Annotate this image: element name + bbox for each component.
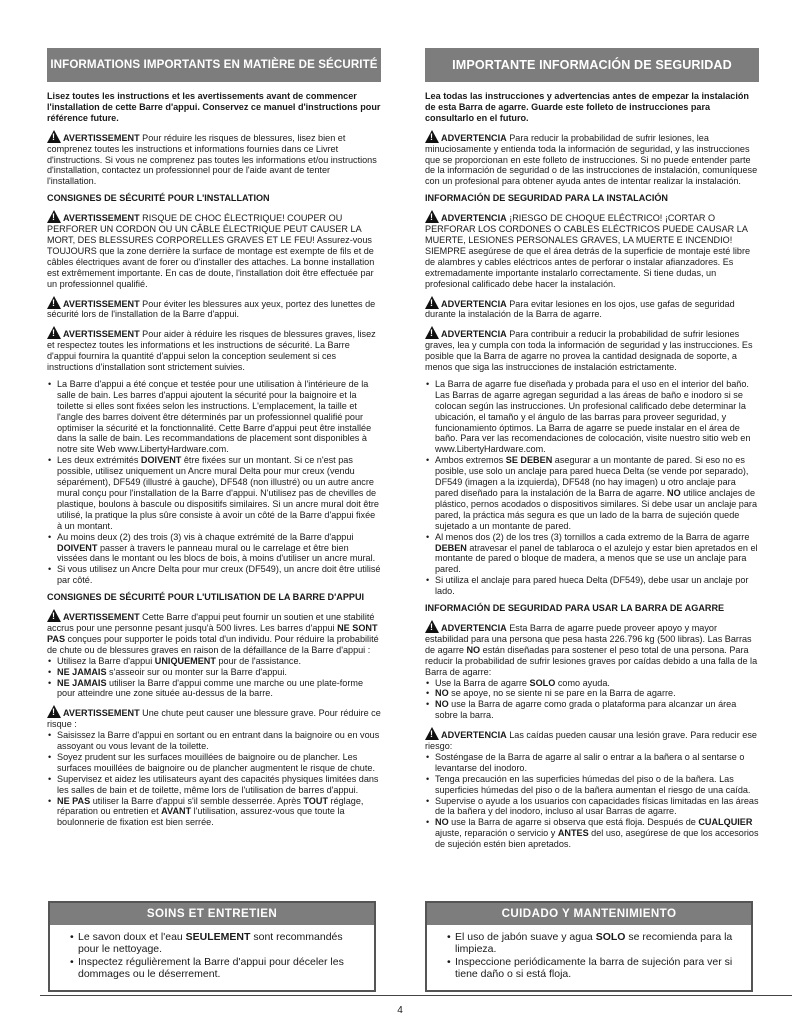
list-item: • Si vous utilisez un Ancre Delta pour mur creux (DF549), un ancre doit être utilisé par côté. bbox=[57, 564, 381, 586]
french-warning-2: !AVERTISSEMENT RISQUE DE CHOC ÉLECTRIQUE! COUPER OU PERFORER UN CORDON OU UN CÂBLE ÉLECTRIQUE PEUT CAUSER LA MORT, DES BLESSURES CORPORELLES GRAVES ET LE FEU! Assurez-vous TOUJOURS que la zone derrière la surface de montage est exempte de fils et de câbles électriques avant de forer ou d'installer des attaches. La bonne installation est extrêmement importante. En cas de doute, l'installation doit être effectuée par un professionnel qualifié. bbox=[47, 210, 381, 289]
warning-icon bbox=[425, 210, 439, 223]
warning-icon bbox=[47, 130, 61, 143]
french-warning-5: !AVERTISSEMENT Cette Barre d'appui peut fournir un soutien et une stabilité accrus pour une personne pesant jusqu'à 500 livres. Les barres d'appui NE SONT PAS conçues pour supporter le poids total d'un individu. Pour réduire la probabilité de chute ou de blessures graves en raison de la défaillance de la Barre d'appui : bbox=[47, 609, 381, 656]
warning-icon bbox=[425, 326, 439, 339]
spanish-warning-5: !ADVERTENCIA Esta Barra de agarre puede proveer apoyo y mayor estabilidad para una persona que pesa hasta 226.796 kg (500 libras). Las Barras de agarre NO están diseñadas para sostener el peso total de una persona. Para reducir la probabilidad de sufrir lesiones graves por caídas debido a una falla de la Barra de agarre: bbox=[425, 620, 759, 678]
french-warning-1: !AVERTISSEMENT Pour réduire les risques de blessures, lisez bien et comprenez toutes les instructions et informations fournies dans ce Livret d'instructions. Si vous ne comprenez pas toutes les informations et/ou instructions d'installation, contactez un professionnel pour de l'aide avant de tenter l'installation. bbox=[47, 130, 381, 188]
spanish-care-box bbox=[425, 901, 753, 992]
list-item: • La Barra de agarre fue diseñada y probada para el uso en el interior del baño. Las Barras de agarre agregan seguridad a las áreas de baño e inodoro si se colocan según las instrucciones. Un profesional calificado debe determinar la ubicación, el tamaño y el ángulo de las barras para proveer seguridad, y funcionamiento óptimos. La Barra de agarre se puede instalar en el área de baño. Para ver las recomendaciones de colocación, visite nuestro sitio web en www.LibertyHardware.com. bbox=[435, 379, 759, 455]
list-item: • Al menos dos (2) de los tres (3) tornillos a cada extremo de la Barra de agarre DEBEN atravesar el panel de tablaroca o el azulejo y estar bien apretados en el montante de pared o bloque de madera, a menos que se use un anclaje para pared. bbox=[435, 532, 759, 576]
spanish-warning-1: !ADVERTENCIA Para reducir la probabilidad de sufrir lesiones, lea minuciosamente y entienda toda la información de seguridad, y las instrucciones que se proporcionan en este folleto de instrucciones. Si no puede entender parte de la información de seguridad o de las instrucciones de instalación, comuníquese con un profesional para obtener ayuda antes de intentar realizar la instalación. bbox=[425, 130, 759, 188]
list-item: • La Barre d'appui a été conçue et testée pour une utilisation à l'intérieure de la salle de bain. Les barres d'appui ajoutent la sécurité pour la baignoire et la toilette si elles sont fixées selon les instructions. L'emplacement, la taille et l'angle des barres doivent être déterminés par un professionnel qualifié pour optimiser la sécurité et la fonctionnalité. Cette Barre d'appui peut être installée dans la salle de bain. Les recommandations de placement sont disponibles à notre site Web www.LibertyHardware.com. bbox=[57, 379, 381, 455]
list-item: • NO se apoye, no se siente ni se pare en la Barra de agarre. bbox=[435, 688, 759, 699]
list-item: • Inspeccione periódicamente la barra de sujeción para ver si tiene daño o si está floja. bbox=[447, 956, 741, 981]
french-install-heading: CONSIGNES DE SÉCURITÉ POUR L'INSTALLATION bbox=[47, 193, 270, 204]
warning-icon bbox=[47, 326, 61, 339]
french-column bbox=[47, 48, 381, 834]
spanish-fall-list bbox=[425, 752, 759, 850]
list-item: • Inspectez régulièrement la Barre d'appui pour déceler les dommages ou le déserrement. bbox=[70, 956, 364, 981]
french-warning-3: !AVERTISSEMENT Pour éviter les blessures aux yeux, portez des lunettes de sécurité lors de l'installation de la Barre d'appui. bbox=[47, 296, 381, 321]
list-item: • Ambos extremos SE DEBEN asegurar a un montante de pared. Si eso no es posible, use solo un anclaje para pared hueca Delta (se vende por separado), DF549 (imagen a la izquierda), DF548 (no hay imagen) u otro anclaje para pared diseñado para la instalación de la Barra de agarre. NO utilice anclajes de plástico, pernos acodados o dispositivos similares. Si debe usar un anclaje para pared, la práctica más segura es que un lado de la barra de sujeción quede sujetado a un montante de pared. bbox=[435, 455, 759, 531]
french-warning-4: !AVERTISSEMENT Pour aider à réduire les risques de blessures graves, lisez et respectez toutes les informations et les instructions de sécurité. La Barre d'appui fournira la quantité d'appui selon la conception seulement si ces instructions d'installation sont strictement suivies. bbox=[47, 326, 381, 373]
list-item: • Au moins deux (2) des trois (3) vis à chaque extrémité de la Barre d'appui DOIVENT passer à travers le panneau mural ou le carrelage et être bien vissées dans le montant ou les blocs de bois, à moins d'utiliser un ancre mural. bbox=[57, 532, 381, 565]
warning-icon bbox=[425, 130, 439, 143]
spanish-care-title: CUIDADO Y MANTENIMIENTO bbox=[427, 903, 751, 925]
spanish-warning-4: !ADVERTENCIA Para contribuir a reducir la probabilidad de sufrir lesiones graves, lea y cumpla con toda la información de seguridad y las instrucciones. Es posible que la Barra de agarre no provea la cantidad designada de soporte, a menos que siga las instrucciones de instalación estrictamente. bbox=[425, 326, 759, 373]
list-item: • Sosténgase de la Barra de agarre al salir o entrar a la bañera o al sentarse o levantarse del inodoro. bbox=[435, 752, 759, 774]
list-item: • Les deux extrémités DOIVENT être fixées sur un montant. Si ce n'est pas possible, utilisez uniquement un Ancre mural Delta pour mur creux (vendu séparément), DF549 (illustré à gauche), DF548 (non illustré) ou un autre ancre mural conçu pour l'installation de la Barre d'appui. N'utilisez pas de chevilles de plastique, boulons à bascule ou dispositifs similaires. Si un ancre mural doit être utilisé, la pratique la plus sûre consiste à avoir un côté de la Barre d'appui fixée à un montant. bbox=[57, 455, 381, 531]
list-item: • Le savon doux et l'eau SEULEMENT sont recommandés pour le nettoyage. bbox=[70, 931, 364, 956]
spanish-use-list bbox=[425, 678, 759, 722]
spanish-intro: Lea todas las instrucciones y advertencias antes de empezar la instalación de esta Barra de agarre. Guarde este folleto de instrucciones para consultarlo en el futuro. bbox=[425, 91, 749, 123]
spanish-warning-6: !ADVERTENCIA Las caídas pueden causar una lesión grave. Para reducir ese riesgo: bbox=[425, 727, 759, 752]
warning-icon bbox=[425, 727, 439, 740]
french-care-box bbox=[48, 901, 376, 992]
list-item: • NE PAS utiliser la Barre d'appui s'il semble desserrée. Après TOUT réglage, réparation ou entretien et AVANT l'utilisation, assurez-vous que toute la boulonnerie de fixation est bien serrée. bbox=[57, 796, 381, 829]
warning-icon bbox=[425, 620, 439, 633]
page-number: 4 bbox=[397, 1005, 403, 1016]
footer-divider bbox=[40, 995, 792, 996]
list-item: • El uso de jabón suave y agua SOLO se recomienda para la limpieza. bbox=[447, 931, 741, 956]
spanish-install-heading: INFORMACIÓN DE SEGURIDAD PARA LA INSTALACIÓN bbox=[425, 193, 668, 204]
list-item: • NO use la Barra de agarre como grada o plataforma para alcanzar un área sobre la barra. bbox=[435, 699, 759, 721]
list-item: • Saisissez la Barre d'appui en sortant ou en entrant dans la baignoire ou en vous assoyant ou vous levant de la toilette. bbox=[57, 730, 381, 752]
spanish-warning-2: !ADVERTENCIA ¡RIESGO DE CHOQUE ELÉCTRICO! ¡CORTAR O PERFORAR LOS CORDONES O CABLES ELÉCTRICOS PUEDE CAUSAR LA MUERTE, LESIONES PERSONALES GRAVES, LA MUERTE E INCENDIO! SIEMPRE asegúrese de que el área detrás de la superficie de montaje esté libre de alambres y cables eléctricos antes de perforar o instalar afianzadores. Es extremadamente importante instalarlo correctamente. Si tiene dudas, un profesional calificado debe hacer la instalación. bbox=[425, 210, 759, 289]
spanish-column bbox=[425, 48, 759, 856]
spanish-title: IMPORTANTE INFORMACIÓN DE SEGURIDAD bbox=[425, 48, 759, 82]
list-item: • NO use la Barra de agarre si observa que está floja. Después de CUALQUIER ajuste, reparación o servicio y ANTES del uso, asegúrese de que los accesorios de sujeción estén bien apretados. bbox=[435, 817, 759, 850]
spanish-use-heading: INFORMACIÓN DE SEGURIDAD PARA USAR LA BARRA DE AGARRE bbox=[425, 603, 725, 614]
french-install-list bbox=[47, 379, 381, 586]
french-care-title: SOINS ET ENTRETIEN bbox=[50, 903, 374, 925]
french-use-heading: CONSIGNES DE SÉCURITÉ POUR L'UTILISATION DE LA BARRE D'APPUI bbox=[47, 592, 365, 603]
list-item: • Si utiliza el anclaje para pared hueca Delta (DF549), debe usar un anclaje por lado. bbox=[435, 575, 759, 597]
list-item: • Soyez prudent sur les surfaces mouillées de baignoire ou de plancher. Les surfaces mouillées de baignoire ou de plancher augmentent le risque de chute. bbox=[57, 752, 381, 774]
list-item: • Use la Barra de agarre SOLO como ayuda. bbox=[435, 678, 759, 689]
french-fall-list bbox=[47, 730, 381, 828]
list-item: • Tenga precaución en las superficies húmedas del piso o de la bañera. Las superficies húmedas del piso o de la bañera aumentan el riesgo de una caída. bbox=[435, 774, 759, 796]
spanish-warning-3: !ADVERTENCIA Para evitar lesiones en los ojos, use gafas de seguridad durante la instalación de la Barra de agarre. bbox=[425, 296, 759, 321]
list-item: • Utilisez la Barre d'appui UNIQUEMENT pour de l'assistance. bbox=[57, 656, 381, 667]
warning-icon bbox=[47, 210, 61, 223]
french-title: INFORMATIONS IMPORTANTS EN MATIÈRE DE SÉCURITÉ bbox=[47, 48, 381, 82]
list-item: • NE JAMAIS s'asseoir sur ou monter sur la Barre d'appui. bbox=[57, 667, 381, 678]
warning-icon bbox=[47, 609, 61, 622]
list-item: • Supervisez et aidez les utilisateurs ayant des capacités physiques limitées dans les salles de bain et de toilette, même lors de l'utilisation de barres d'appui. bbox=[57, 774, 381, 796]
french-warning-6: !AVERTISSEMENT Une chute peut causer une blessure grave. Pour réduire ce risque : bbox=[47, 705, 381, 730]
french-intro: Lisez toutes les instructions et les avertissements avant de commencer l'installation de cette Barre d'appui. Conservez ce manuel d'instructions pour référence future. bbox=[47, 91, 381, 123]
french-use-list bbox=[47, 656, 381, 700]
list-item: • NE JAMAIS utiliser la Barre d'appui comme une marche ou une plate-forme pour atteindre une zone située au-dessus de la barre. bbox=[57, 678, 381, 700]
warning-icon bbox=[47, 296, 61, 309]
warning-icon bbox=[47, 705, 61, 718]
spanish-install-list bbox=[425, 379, 759, 597]
warning-icon bbox=[425, 296, 439, 309]
list-item: • Supervise o ayude a los usuarios con capacidades físicas limitadas en las áreas de la bañera y del inodoro, incluso al usar Barras de agarre. bbox=[435, 796, 759, 818]
